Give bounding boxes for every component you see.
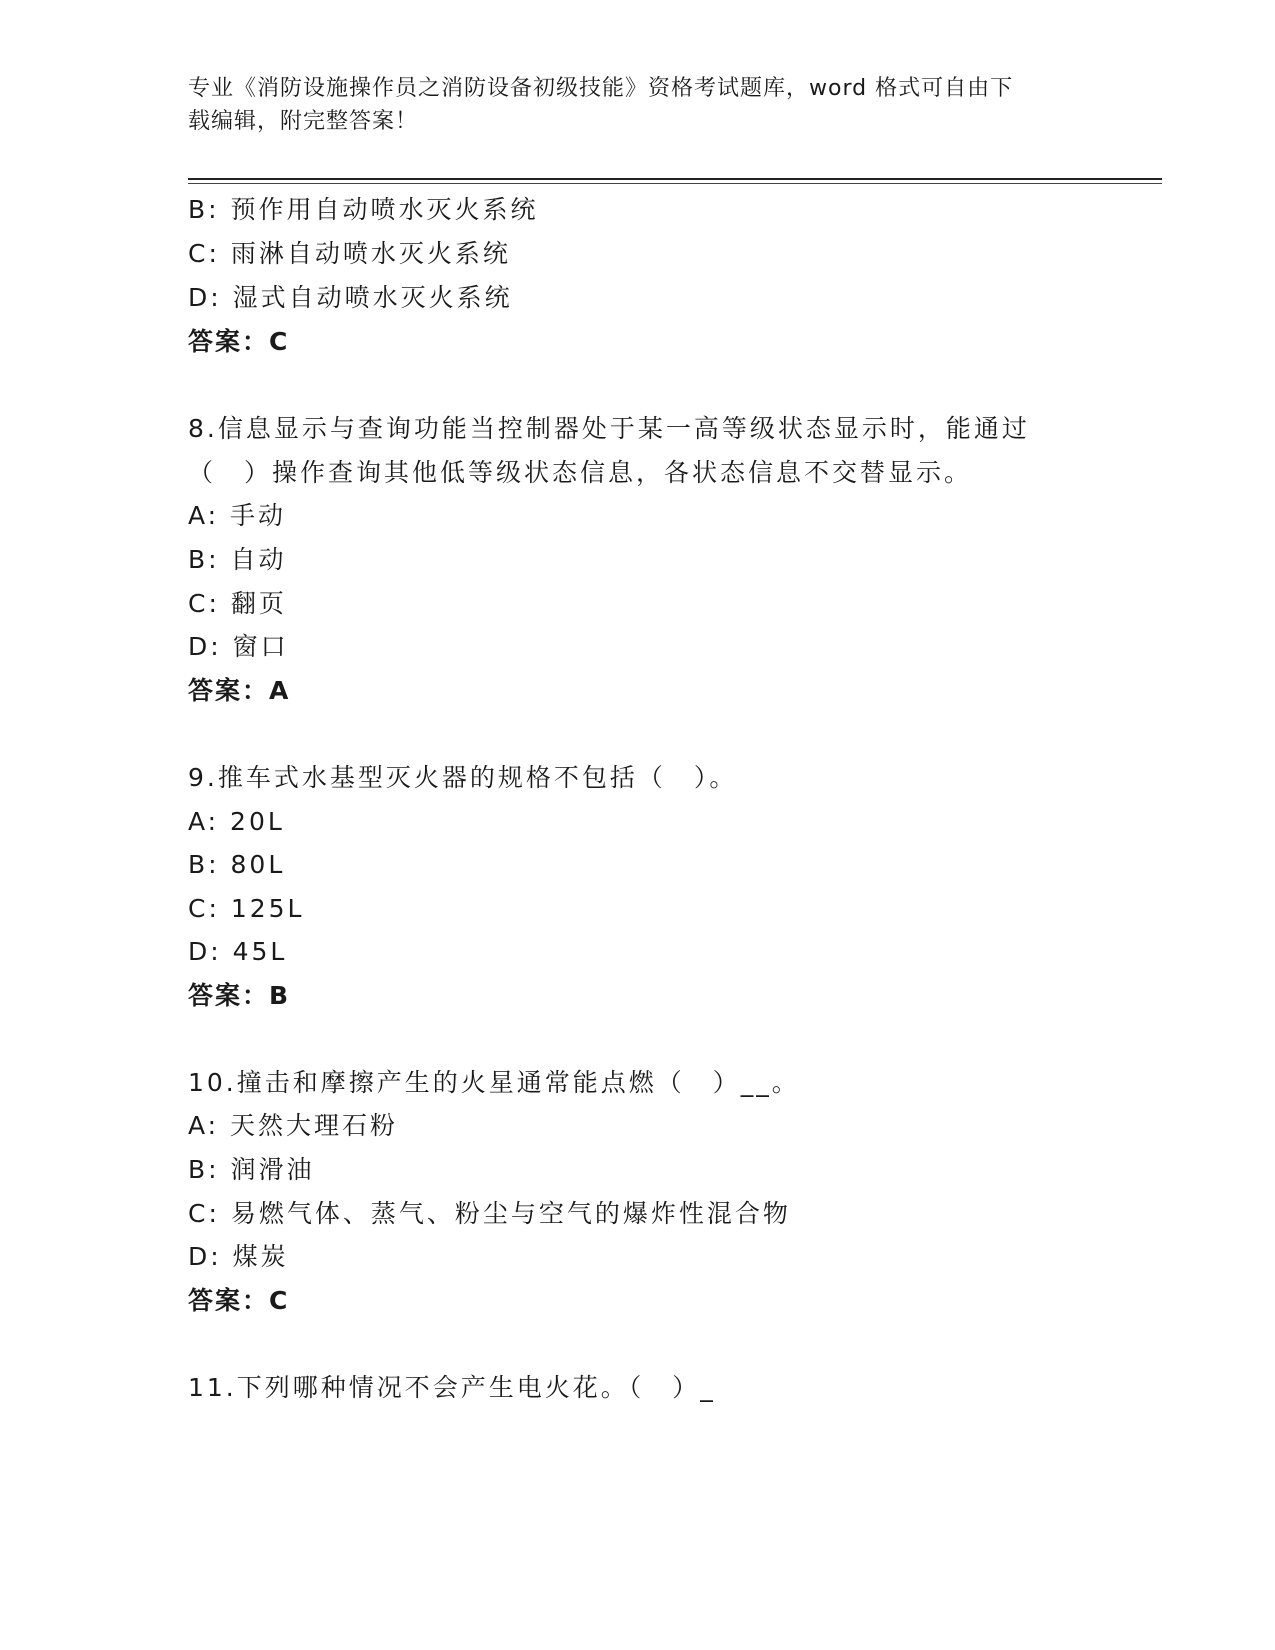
q10-option-d: D: 煤炭: [188, 1242, 289, 1271]
q10-option-a: A: 天然大理石粉: [188, 1111, 399, 1140]
q10-option-c: C: 易燃气体、蒸气、粉尘与空气的爆炸性混合物: [188, 1199, 791, 1228]
header-divider-thick: [188, 178, 1162, 180]
q9-option-c: C: 125L: [188, 894, 305, 923]
header-divider-thin: [188, 183, 1162, 184]
q8-answer: 答案：A: [188, 676, 291, 705]
q8-option-a: A: 手动: [188, 501, 287, 530]
q9-option-a: A: 20L: [188, 807, 285, 836]
q8-stem-line-1: 8.信息显示与查询功能当控制器处于某一高等级状态显示时，能通过: [188, 414, 1030, 443]
q11-stem: 11.下列哪种情况不会产生电火花。（ ）_: [188, 1373, 716, 1402]
q9-stem: 9.推车式水基型灭火器的规格不包括（ ）。: [188, 763, 738, 792]
q8-option-d: D: 窗口: [188, 632, 289, 661]
q7-option-d: D: 湿式自动喷水灭火系统: [188, 283, 513, 312]
q8-option-b: B: 自动: [188, 545, 287, 574]
q9-option-d: D: 45L: [188, 937, 288, 966]
q7-answer: 答案：C: [188, 327, 290, 356]
q9-option-b: B: 80L: [188, 850, 286, 879]
q8-stem-line-2: （ ）操作查询其他低等级状态信息，各状态信息不交替显示。: [188, 458, 973, 487]
q7-option-c: C: 雨淋自动喷水灭火系统: [188, 239, 511, 268]
header-line-1: 专业《消防设施操作员之消防设备初级技能》资格考试题库，word 格式可自由下: [188, 76, 1014, 101]
q9-answer: 答案：B: [188, 981, 291, 1010]
q10-answer: 答案：C: [188, 1286, 290, 1315]
q10-option-b: B: 润滑油: [188, 1155, 315, 1184]
header-line-2: 载编辑，附完整答案！: [188, 109, 419, 134]
q8-option-c: C: 翻页: [188, 589, 287, 618]
document-header: [188, 72, 1068, 138]
q10-stem: 10.撞击和摩擦产生的火星通常能点燃（ ）__。: [188, 1068, 800, 1097]
q7-option-b: B: 预作用自动喷水灭火系统: [188, 195, 539, 224]
